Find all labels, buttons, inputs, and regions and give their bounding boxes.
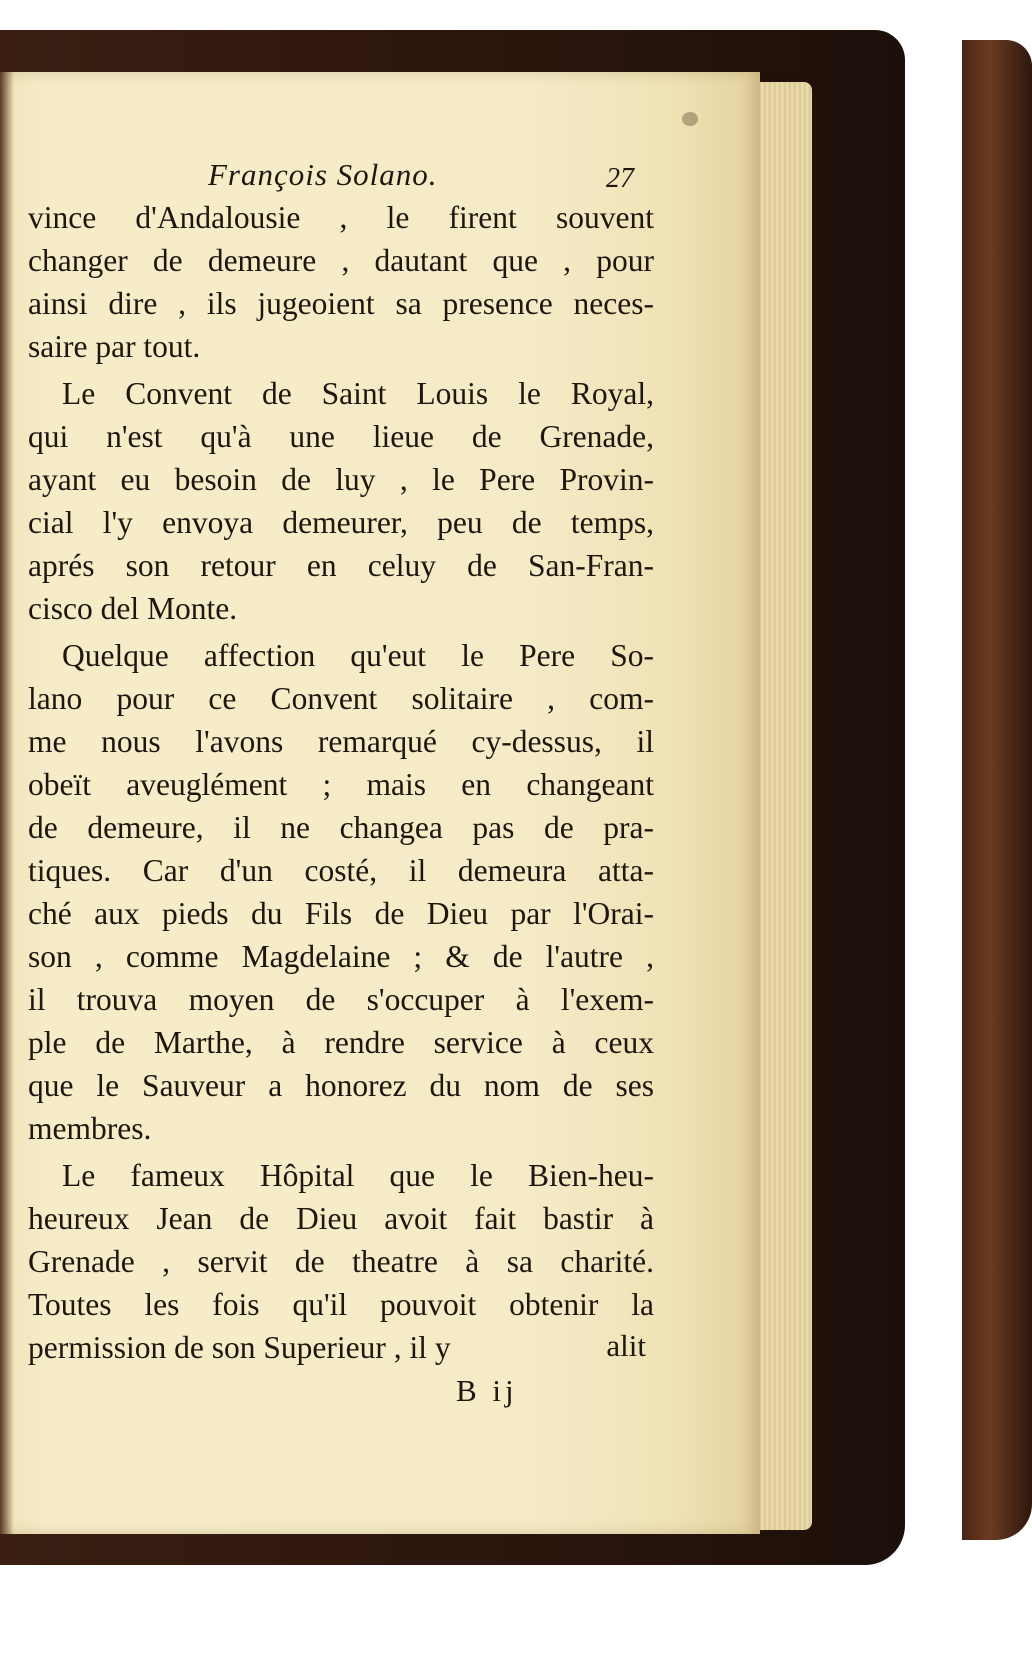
ink-stain [682, 112, 698, 126]
page-edges [752, 82, 812, 1530]
page-number: 27 [606, 163, 634, 194]
text-line: me nous l'avons remarqué cy-dessus, il [28, 724, 654, 759]
text-line: vince d'Andalousie , le firent souvent [28, 200, 654, 235]
page-header [28, 154, 654, 196]
text-line: membres. [28, 1111, 152, 1146]
paragraph-1 [28, 196, 654, 368]
paragraph-3 [28, 634, 654, 1150]
text-line: cial l'y envoya demeurer, peu de temps, [28, 505, 654, 540]
catchword: alit [606, 1328, 646, 1363]
paragraph-4 [28, 1154, 654, 1369]
text-line: cisco del Monte. [28, 591, 238, 626]
text-line: lano pour ce Convent solitaire , com- [28, 681, 654, 716]
text-line: Quelque affection qu'eut le Pere So- [62, 638, 654, 673]
cover-edge [962, 40, 1032, 1540]
text-line: ainsi dire , ils jugeoient sa presence neces- [28, 286, 654, 321]
gutter-shadow [0, 72, 14, 1534]
paragraph-2 [28, 372, 654, 630]
text-line: permission de son Superieur , il y [28, 1330, 451, 1365]
text-line: ayant eu besoin de luy , le Pere Provin- [28, 462, 654, 497]
running-title: François Solano. [208, 157, 438, 192]
text-line: ple de Marthe, à rendre service à ceux [28, 1025, 654, 1060]
text-line: il trouva moyen de s'occuper à l'exem- [28, 982, 654, 1017]
text-line: de demeure, il ne changea pas de pra- [28, 810, 654, 845]
text-line: saire par tout. [28, 329, 201, 364]
text-line: tiques. Car d'un costé, il demeura atta- [28, 853, 654, 888]
text-line: obeït aveuglément ; mais en changeant [28, 767, 654, 802]
page-text [28, 154, 654, 1413]
text-line: ché aux pieds du Fils de Dieu par l'Orai- [28, 896, 654, 931]
text-line: changer de demeure , dautant que , pour [28, 243, 654, 278]
text-line: qui n'est qu'à une lieue de Grenade, [28, 419, 654, 454]
signature-mark: B ij [456, 1373, 518, 1408]
text-line: heureux Jean de Dieu avoit fait bastir à [28, 1201, 654, 1236]
text-line: que le Sauveur a honorez du nom de ses [28, 1068, 654, 1103]
text-line: aprés son retour en celuy de San-Fran- [28, 548, 654, 583]
text-line: Grenade , servit de theatre à sa charité. [28, 1244, 654, 1279]
text-line: Le Convent de Saint Louis le Royal, [62, 376, 654, 411]
text-line: Le fameux Hôpital que le Bien-heu- [62, 1158, 654, 1193]
text-line: son , comme Magdelaine ; & de l'autre , [28, 939, 654, 974]
text-line: Toutes les fois qu'il pouvoit obtenir la [28, 1287, 654, 1322]
